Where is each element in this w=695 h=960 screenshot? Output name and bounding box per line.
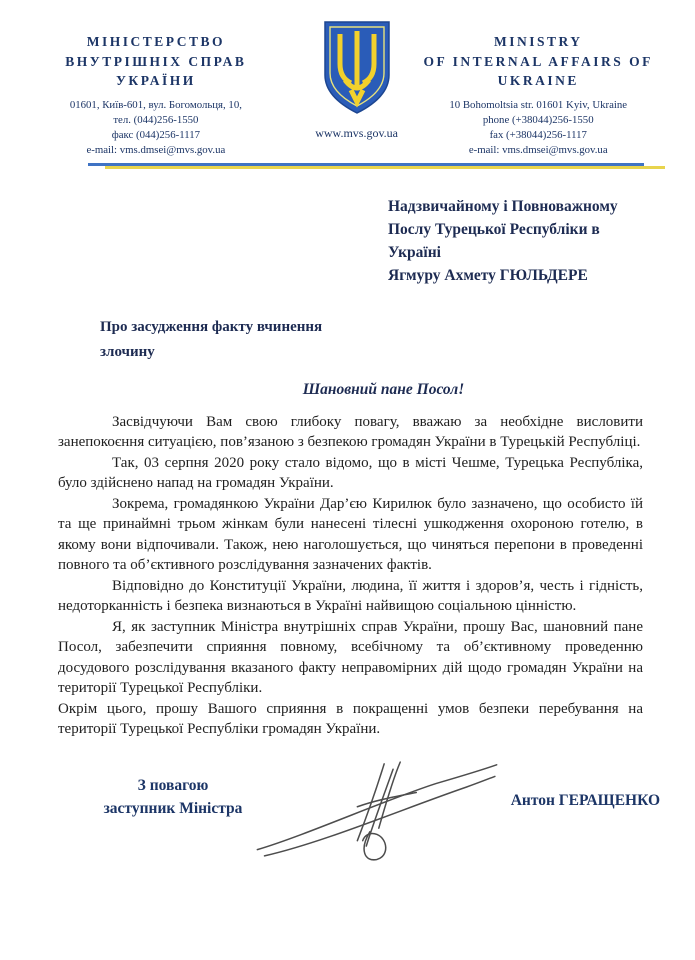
- ukraine-trident-emblem-icon: [320, 18, 394, 118]
- recipient-line: Послу Турецької Республіки в: [388, 220, 600, 238]
- letterhead-left-block: [30, 16, 282, 158]
- letterhead: [0, 0, 695, 158]
- body-paragraph: Відповідно до Конституції України, людина, її життя і здоров’я, честь і гідність, недоторканність і безпека визнаються в Україні найвищою соціальною цінністю.: [58, 577, 643, 615]
- signatory-name: Антон ГЕРАЩЕНКО: [510, 791, 660, 809]
- letterhead-right-block: [409, 16, 667, 158]
- ministry-website: www.mvs.gov.ua: [315, 126, 398, 140]
- signature-block: [88, 748, 660, 875]
- handwritten-signature: [252, 748, 502, 875]
- closing-lines: [88, 748, 258, 820]
- signature-strokes-icon: [252, 748, 502, 870]
- flag-divider-yellow-stripe: [105, 166, 665, 169]
- subject-line: злочину: [100, 343, 155, 360]
- subject-block: [100, 315, 360, 365]
- ministry-title-en-line: MINISTRY: [493, 34, 583, 49]
- flag-divider: [88, 163, 667, 169]
- email-line: e-mail: vms.dmsei@mvs.gov.ua: [468, 144, 608, 157]
- ministry-title-ua: [30, 32, 282, 91]
- ministry-title-ua-line: УКРАЇНИ: [116, 73, 196, 89]
- recipient-block: [388, 195, 662, 287]
- ministry-title-ua-line: МІНІСТЕРСТВО: [86, 34, 225, 49]
- body-paragraph: Я, як заступник Міністра внутрішніх справ України, прошу Вас, шановний пане Посол, забезпечити сприяння повному, всебічному та об’єктивному проведенню досудового розслідування вказаного факту неправомірних дій щодо громадян України на території Турецької Республіки.: [58, 618, 643, 697]
- address-line: 01601, Київ-601, вул. Богомольця, 10,: [69, 98, 242, 111]
- recipient-line: Надзвичайному і Повноважному: [388, 197, 618, 215]
- fax-line: fax (+38044)256-1117: [489, 128, 587, 141]
- ministry-title-en-line: OF INTERNAL AFFAIRS OF: [423, 53, 653, 69]
- subject-line: Про засудження факту вчинення: [100, 318, 323, 335]
- salutation: Шановний пане Посол!: [302, 380, 465, 398]
- recipient-name: Ягмуру Ахмету ГЮЛЬДЕРЕ: [388, 266, 588, 284]
- ministry-title-en: [409, 32, 667, 91]
- body-paragraph: Зокрема, громадянкою України Дар’єю Кирилюк було зазначено, що особисто їй та ще принаймні трьом жінкам були нанесені тілесні ушкодження охороною готелю, в якому вони відпочивали. Також, нею наголошується, що чиняться перепони в проведенні повного та об’єктивного розслідування зазначених фактів.: [58, 495, 643, 574]
- body-paragraph: Так, 03 серпня 2020 року стало відомо, що в місті Чешме, Турецька Республіка, було здійснено напад на громадян України.: [58, 454, 643, 492]
- letterhead-center-block: [304, 16, 410, 141]
- closing-regards: З повагою: [137, 776, 209, 794]
- letter-body: [58, 412, 643, 740]
- closing-position: заступник Міністра: [103, 799, 243, 817]
- ministry-title-ua-line: ВНУТРІШНІХ СПРАВ: [65, 53, 247, 69]
- body-paragraph: Засвідчуючи Вам свою глибоку повагу, вважаю за необхідне висловити занепокоєння ситуацією, пов’язаною з безпекою громадян України в Турецькій Республіці.: [58, 413, 643, 451]
- email-line: e-mail: vms.dmsei@mvs.gov.ua: [86, 144, 226, 157]
- address-line: 10 Bohomoltsia str. 01601 Kyiv, Ukraine: [449, 98, 628, 111]
- ministry-contacts-en: [409, 98, 667, 158]
- phone-line: тел. (044)256-1550: [113, 113, 199, 126]
- recipient-line: Україні: [388, 243, 441, 261]
- phone-line: phone (+38044)256-1550: [482, 113, 594, 126]
- ministry-contacts-ua: [30, 98, 282, 158]
- body-paragraph: Окрім цього, прошу Вашого сприяння в покращенні умов безпеки перебування на території Турецької Республіки громадян України.: [58, 700, 643, 738]
- fax-line: факс (044)256-1117: [111, 128, 200, 141]
- ministry-title-en-line: UKRAINE: [497, 73, 579, 89]
